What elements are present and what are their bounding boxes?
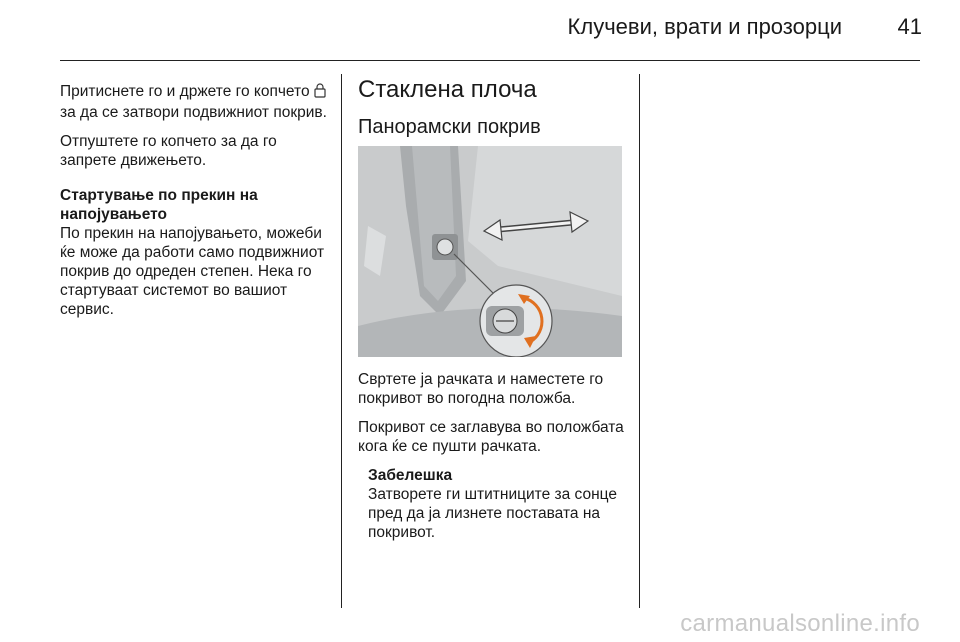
note-block: [368, 466, 630, 542]
paragraph-press-button-rest: за да се затвори подвижниот покрив.: [60, 104, 327, 121]
note-text: Затворете ги штитниците за сонце пред да ја лизнете поставата на покривот.: [368, 486, 617, 541]
paragraph-power-interruption: По прекин на напојувањето, можеби ќе може да работи само подвижниот покрив до одреден степен. Нека го стартуваат системот во вашиот сервис.: [60, 225, 325, 318]
left-column: [60, 82, 332, 329]
header-title: Клучеви, врати и прозорци: [567, 14, 842, 39]
watermark: carmanualsonline.info: [680, 610, 920, 637]
paragraph-release-button: Отпуштете го копчето за да го запрете движењето.: [60, 133, 277, 169]
header-divider: [60, 60, 920, 61]
panoramic-roof-illustration: [358, 146, 622, 357]
paragraph-roof-locks: Покривот се заглавува во положбата кога ќе се пушти рачката.: [358, 419, 624, 455]
paragraph-press-button-text: Притиснете го и држете го копчето: [60, 83, 310, 100]
subheading-power-interruption: Стартување по прекин на напојувањето: [60, 187, 258, 223]
note-heading: Забелешка: [368, 467, 453, 484]
column-divider-right: [639, 74, 640, 608]
paragraph-turn-handle: Свртете ја рачката и наместете го покривот во погодна положба.: [358, 371, 604, 407]
column-divider-left: [341, 74, 342, 608]
section-title: Стаклена плоча: [358, 76, 537, 103]
page-number: 41: [897, 14, 922, 39]
paragraph-press-button: [60, 82, 332, 122]
right-column: [358, 370, 630, 542]
lock-icon: [314, 83, 326, 103]
subsection-title: Панорамски покрив: [358, 116, 541, 138]
